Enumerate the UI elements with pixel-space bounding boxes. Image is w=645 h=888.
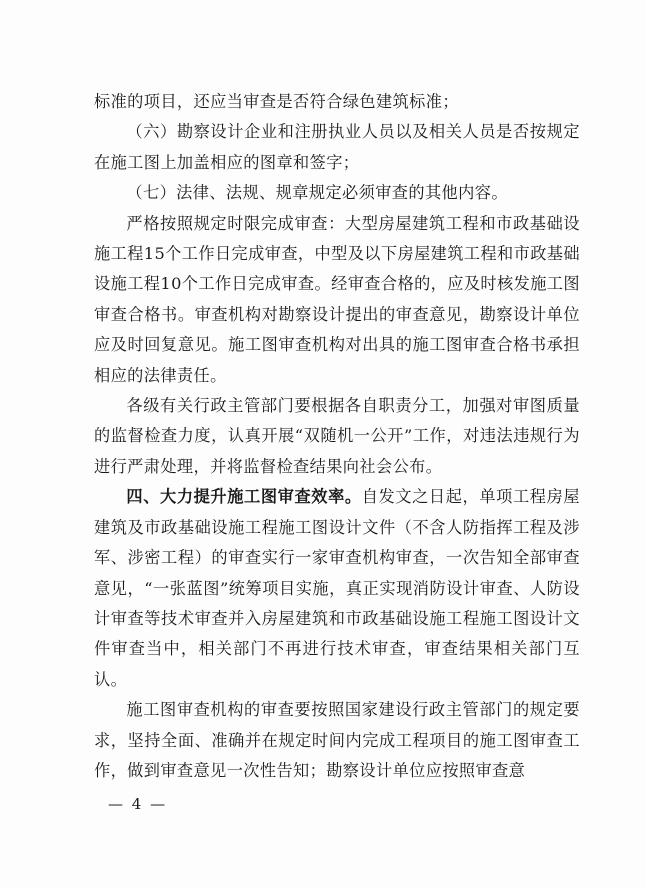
- paragraph-supervision: 各级有关行政主管部门要根据各自职责分工，加强对审图质量的监督检查力度，认真开展“双随机一公开”工作，对违法违规行为进行严肃处理，并将监督检查结果向社会公布。: [94, 396, 580, 476]
- section-heading: 四、大力提升施工图审查效率。: [126, 487, 362, 507]
- paragraph-continuation: 标准的项目，还应当审查是否符合绿色建筑标准；: [94, 92, 459, 111]
- page-number: — 4 —: [108, 795, 168, 813]
- paragraph-section-four: [94, 482, 580, 695]
- document-body: [94, 87, 580, 786]
- paragraph-review-deadline: 严格按照规定时限完成审查：大型房屋建筑工程和市政基础设施工程15个工作日完成审查，中型及以下房屋建筑工程和市政基础设施工程10个工作日完成审查。经审查合格的，应及时核发施工图审查合格书。审查机构对勘察设计提出的审查意见，勘察设计单位应及时回复意见。施工图审查机构对出具的施工图审查合格书承担相应的法律责任。: [94, 213, 580, 385]
- paragraph-review-requirements: 施工图审查机构的审查要按照国家建设行政主管部门的规定要求，坚持全面、准确并在规定时间内完成工程项目的施工图审查工作，做到审查意见一次性告知；勘察设计单位应按照审查意: [94, 700, 580, 780]
- section-body: 自发文之日起，单项工程房屋建筑及市政基础设施工程施工图设计文件（不含人防指挥工程及涉军、涉密工程）的审查实行一家审查机构审查，一次告知全部审查意见，“一张蓝图”统筹项目实施，真正实现消防设计审查、人防设计审查等技术审查并入房屋建筑和市政基础设施工程施工图设计文件审查当中，相关部门不再进行技术审查，审查结果相关部门互认。: [94, 487, 580, 689]
- paragraph-item-7: （七）法律、法规、规章规定必须审查的其他内容。: [126, 183, 508, 203]
- paragraph-item-6: （六）勘察设计企业和注册执业人员以及相关人员是否按规定在施工图上加盖相应的图章和签字；: [94, 122, 580, 172]
